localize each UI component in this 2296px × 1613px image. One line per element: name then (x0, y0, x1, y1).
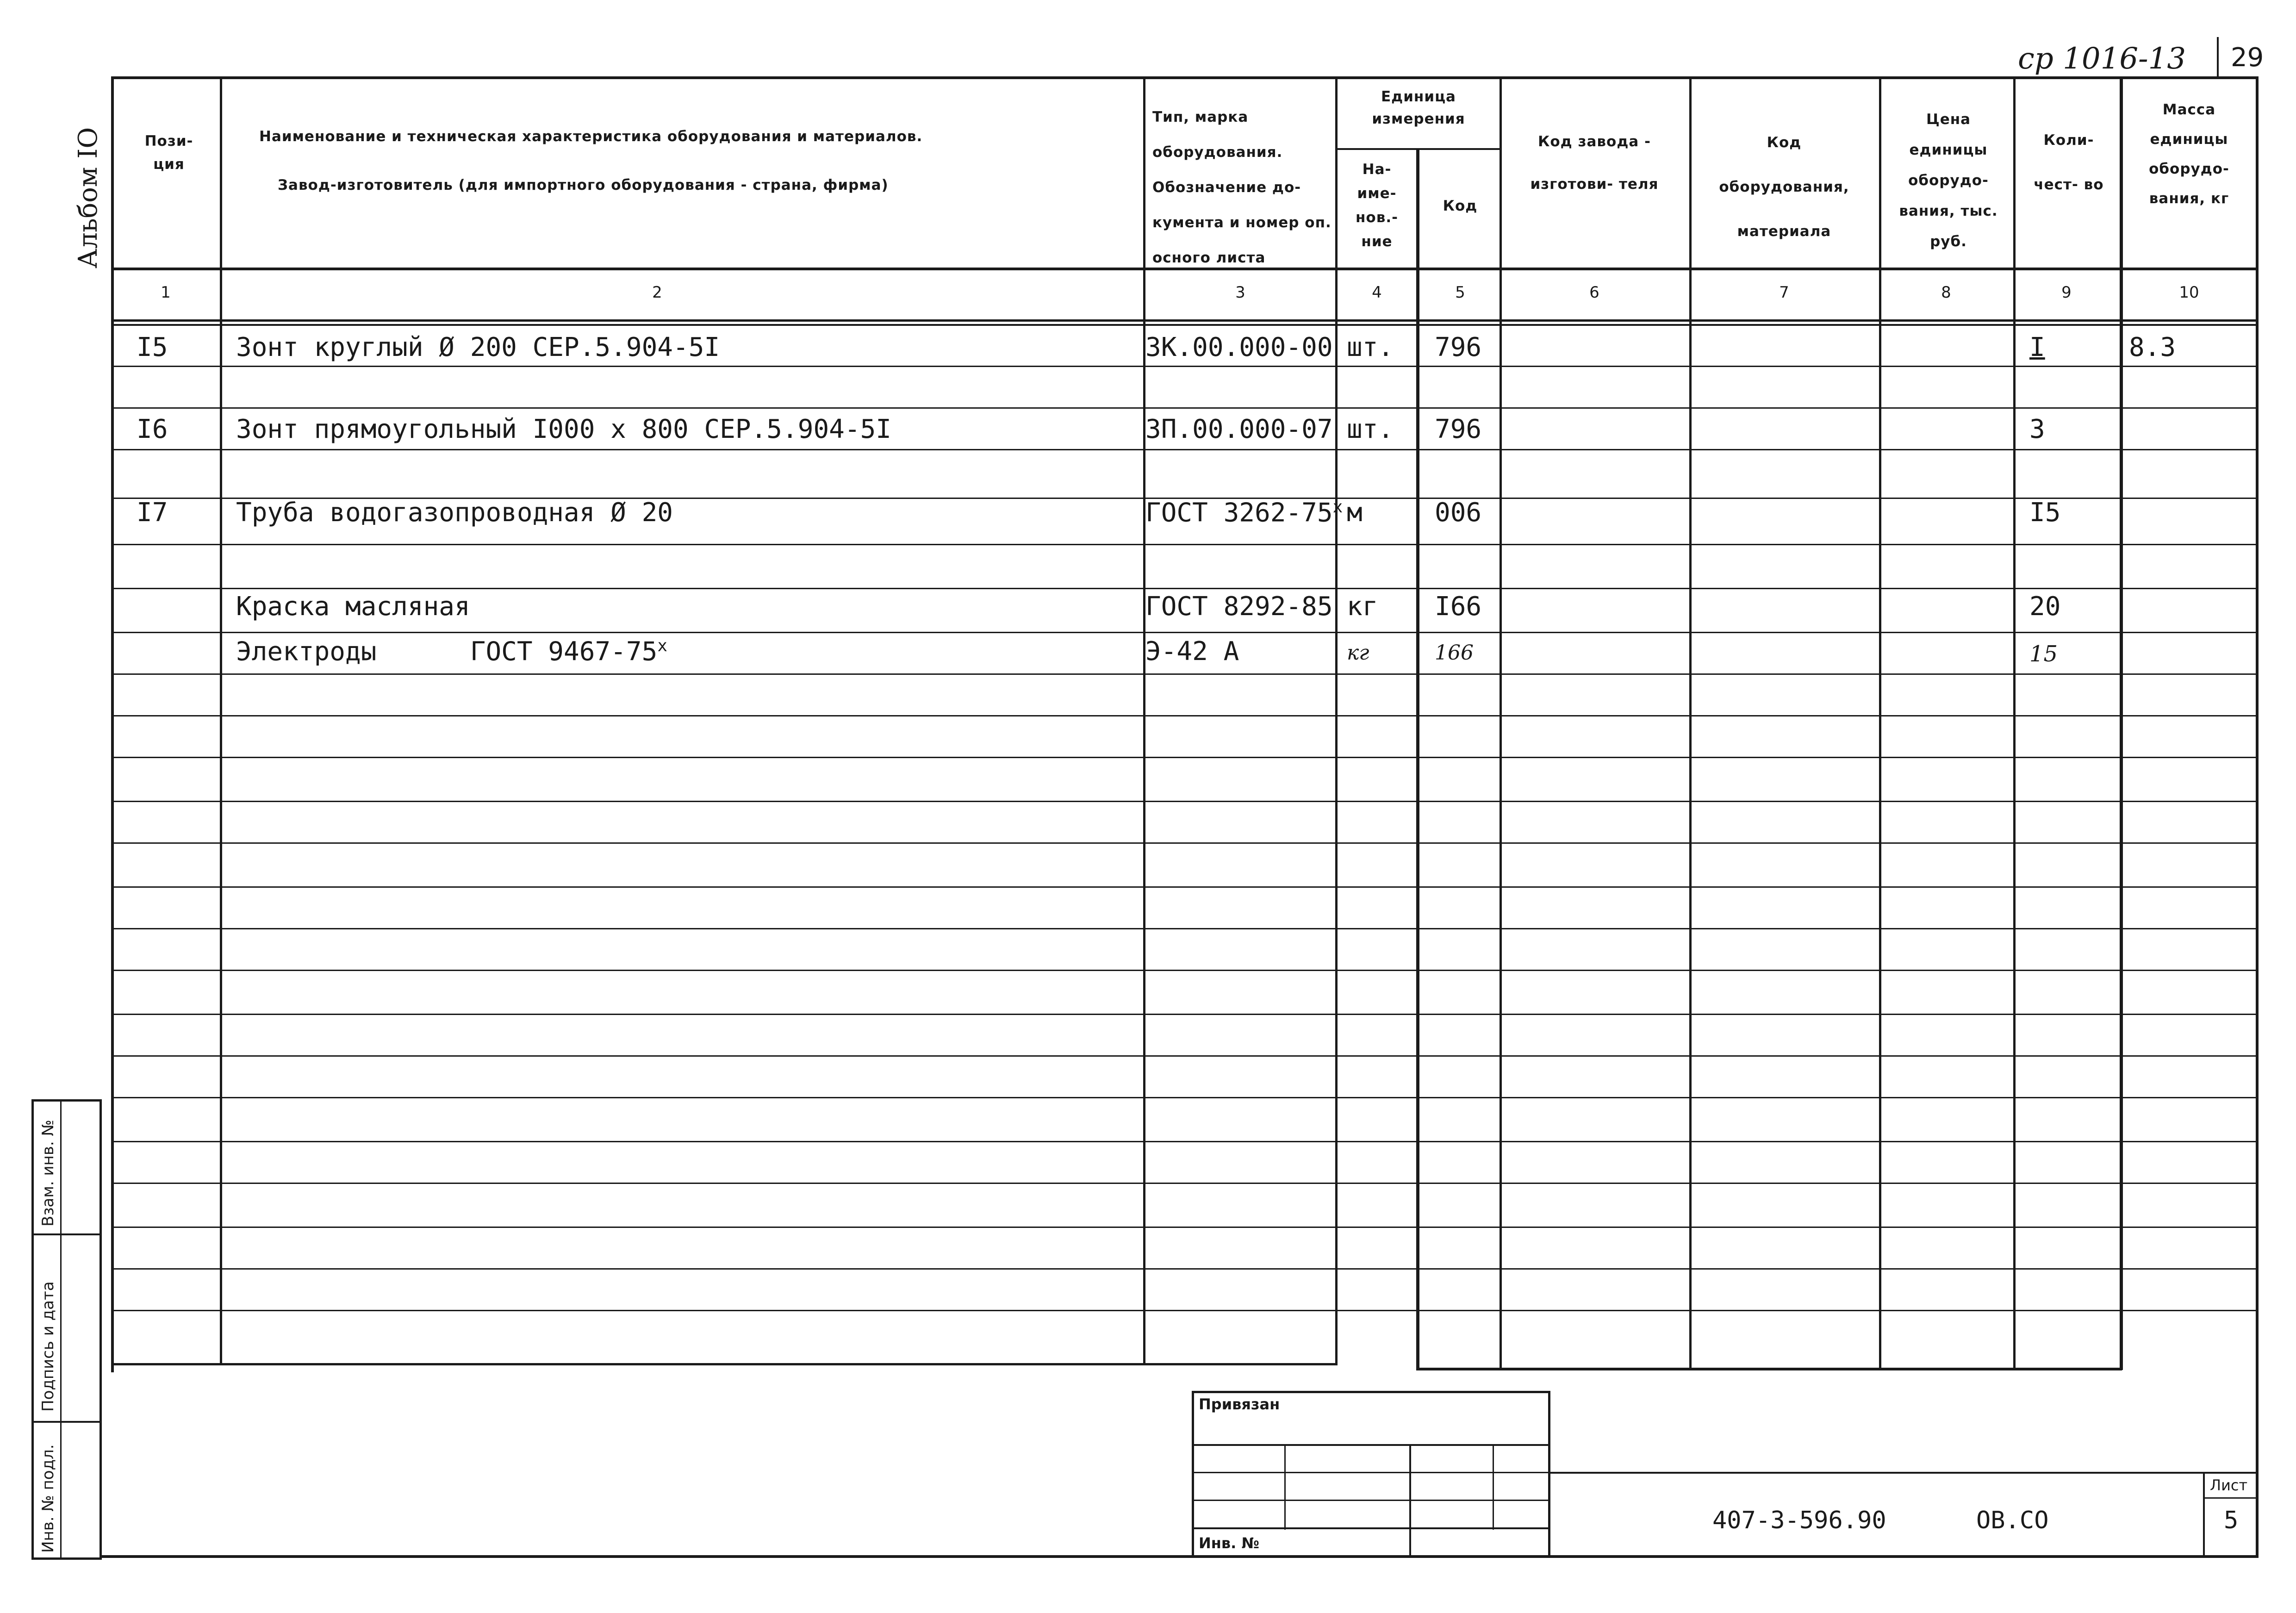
row-line (111, 715, 2259, 716)
col-line-4 (1416, 148, 1419, 1370)
header-name-line2: Завод-изготовитель (для импортного оборудования - страна, фирма) (278, 177, 889, 193)
table-cell-doc: Э-42 А (1145, 636, 1239, 666)
side-block-divider (31, 1233, 101, 1235)
table-cell-unit: кг (1347, 592, 1378, 622)
table-body-bottom-right (1416, 1368, 2122, 1370)
sheet-box-divider (2203, 1497, 2259, 1499)
side-label-vzam: Взам. инв. № (39, 1120, 57, 1227)
table-left-border (111, 76, 114, 1372)
table-cell-name (236, 636, 667, 667)
side-block-bottom (31, 1557, 101, 1560)
table-cell-doc: ЗП.00.000-07 (1145, 414, 1333, 444)
header-equip-code: Код оборудования, материала (1719, 134, 1849, 240)
row-line (111, 928, 2259, 929)
table-cell-name: Краска масляная (236, 592, 470, 622)
row-line (111, 1183, 2259, 1184)
stamp-sheet-label: Лист (2210, 1476, 2248, 1494)
table-cell-mass: 8.3 (2129, 332, 2176, 362)
side-block-inner (60, 1099, 62, 1560)
stamp-privyazan: Привязан (1199, 1395, 1280, 1413)
row-line (111, 1141, 2259, 1142)
col-line-1 (220, 76, 222, 1363)
table-cell-unit: шт. (1347, 332, 1394, 362)
table-cell-doc: ГОСТ 8292-85 (1145, 592, 1333, 622)
stamp-box-top (1192, 1391, 1550, 1393)
table-cell-qty: I5 (2029, 498, 2061, 528)
row-line (111, 801, 2259, 802)
table-cell-qty: I (2029, 332, 2045, 362)
header-unit-name: На- име- нов.- ние (1356, 161, 1398, 250)
column-number: 2 (652, 283, 662, 302)
column-number: 1 (161, 283, 171, 302)
stamp-sheet-number: 5 (2224, 1507, 2239, 1534)
row-line (111, 757, 2259, 758)
table-cell-code: 006 (1435, 498, 1482, 528)
column-number: 10 (2179, 283, 2199, 302)
page-corner-number: 29 (2231, 43, 2264, 73)
doc-superscript: x (1332, 498, 1343, 517)
name-text: Электроды ГОСТ 9467-75 (236, 636, 658, 667)
col-line-5 (1500, 76, 1502, 1370)
column-number: 9 (2061, 283, 2072, 302)
col-line-6 (1689, 76, 1692, 1370)
table-cell-unit: шт. (1347, 414, 1394, 444)
frame-left-lower (100, 1363, 102, 1557)
stamp-col (1409, 1444, 1411, 1557)
row-line (111, 1014, 2259, 1015)
table-cell-position: I6 (137, 414, 168, 444)
table-right-border (2256, 76, 2259, 1372)
table-cell-code: 796 (1435, 414, 1482, 444)
sheet-box-left (2203, 1472, 2205, 1557)
header-factory-code: Код завода - изготови- теля (1530, 133, 1659, 193)
row-line (111, 1097, 2259, 1098)
side-block-divider (31, 1421, 101, 1423)
table-top-border (111, 76, 2259, 79)
row-line (111, 544, 2259, 545)
table-cell-doc (1145, 498, 1343, 528)
table-cell-name: Труба водогазопроводная Ø 20 (236, 498, 673, 528)
row-line (111, 449, 2259, 450)
stamp-doc-mark: ОВ.СО (1976, 1507, 2049, 1534)
col-line-9 (2120, 76, 2123, 1370)
stamp-row (1192, 1444, 1550, 1446)
row-line (111, 1055, 2259, 1057)
stamp-row (1192, 1527, 1550, 1529)
table-body-bottom (111, 1363, 1338, 1365)
header-mass: Масса единицы оборудо- вания, кг (2149, 101, 2229, 207)
row-line (111, 1227, 2259, 1228)
row-line (111, 886, 2259, 888)
col-line-8 (2013, 76, 2016, 1370)
row-line (111, 673, 2259, 675)
table-cell-code: I66 (1435, 592, 1482, 622)
table-cell-name: Зонт прямоугольный I000 x 800 СЕР.5.904-5I (236, 414, 892, 444)
row-line (111, 366, 2259, 367)
colnum-bottom-border (111, 319, 2259, 322)
column-number: 7 (1779, 283, 1789, 302)
col-line-3 (1335, 76, 1338, 1363)
column-number: 3 (1235, 283, 1245, 302)
column-number: 4 (1372, 283, 1382, 302)
table-cell-position: I7 (137, 498, 168, 528)
album-label: Альбом IO (73, 127, 103, 268)
table-cell-code: 796 (1435, 332, 1482, 362)
table-cell-unit: м (1347, 498, 1363, 528)
row-line (111, 407, 2259, 409)
table-cell-unit: кг (1347, 641, 1369, 665)
table-cell-doc: ЗК.00.000-00 (1145, 332, 1333, 362)
table-cell-position: I5 (137, 332, 168, 362)
row-line (111, 1268, 2259, 1270)
frame-bottom-line (100, 1555, 2259, 1558)
row-line (111, 842, 2259, 844)
row-line (111, 588, 2259, 589)
doc-block-top (1548, 1472, 2259, 1474)
stamp-box-right (1548, 1391, 1550, 1557)
header-price: Цена единицы оборудо- вания, тыс. руб. (1899, 111, 1998, 250)
table-cell-qty: 3 (2029, 414, 2045, 444)
table-cell-name: Зонт круглый Ø 200 СЕР.5.904-5I (236, 332, 720, 362)
side-block-left (31, 1099, 34, 1560)
column-number: 6 (1589, 283, 1599, 302)
header-unit-group: Единица измерения (1372, 88, 1465, 127)
side-label-podpis: Подпись и дата (39, 1281, 57, 1412)
row-line (111, 324, 2259, 326)
frame-right-lower (2256, 1370, 2259, 1557)
col-line-7 (1879, 76, 1881, 1370)
header-unit-code: Код (1443, 198, 1478, 214)
stamp-inv-no: Инв. № (1199, 1534, 1259, 1552)
header-type: Тип, марка оборудования. Обозначение до- кумента и номер оп. осного листа (1152, 109, 1332, 266)
unit-group-split (1335, 148, 1500, 150)
table-cell-qty: 20 (2029, 592, 2061, 622)
row-line (111, 632, 2259, 633)
stamp-row (1192, 1472, 1550, 1473)
side-block-top (31, 1099, 101, 1102)
stamp-row (1192, 1500, 1550, 1501)
corner-divider (2217, 37, 2219, 79)
column-number: 5 (1455, 283, 1465, 302)
handwritten-code: ср 1016-13 (2018, 42, 2186, 76)
col-line-2 (1143, 76, 1145, 1363)
doc-text: ГОСТ 3262-75 (1145, 498, 1333, 528)
header-position: Пози- ция (144, 133, 193, 173)
stamp-col (1284, 1444, 1286, 1530)
table-cell-qty: 15 (2029, 641, 2058, 667)
name-superscript: x (657, 636, 667, 655)
header-name-line1: Наименование и техническая характеристика оборудования и материалов. (259, 128, 923, 145)
header-qty: Коли- чест- во (2034, 132, 2104, 193)
table-cell-code: 166 (1435, 641, 1474, 665)
row-line (111, 1310, 2259, 1311)
stamp-doc-code: 407-3-596.90 (1712, 1507, 1886, 1534)
row-line (111, 970, 2259, 971)
side-label-inv: Инв. № подл. (39, 1444, 57, 1553)
column-number: 8 (1941, 283, 1951, 302)
stamp-col (1493, 1444, 1494, 1530)
stamp-box-left (1192, 1391, 1194, 1557)
